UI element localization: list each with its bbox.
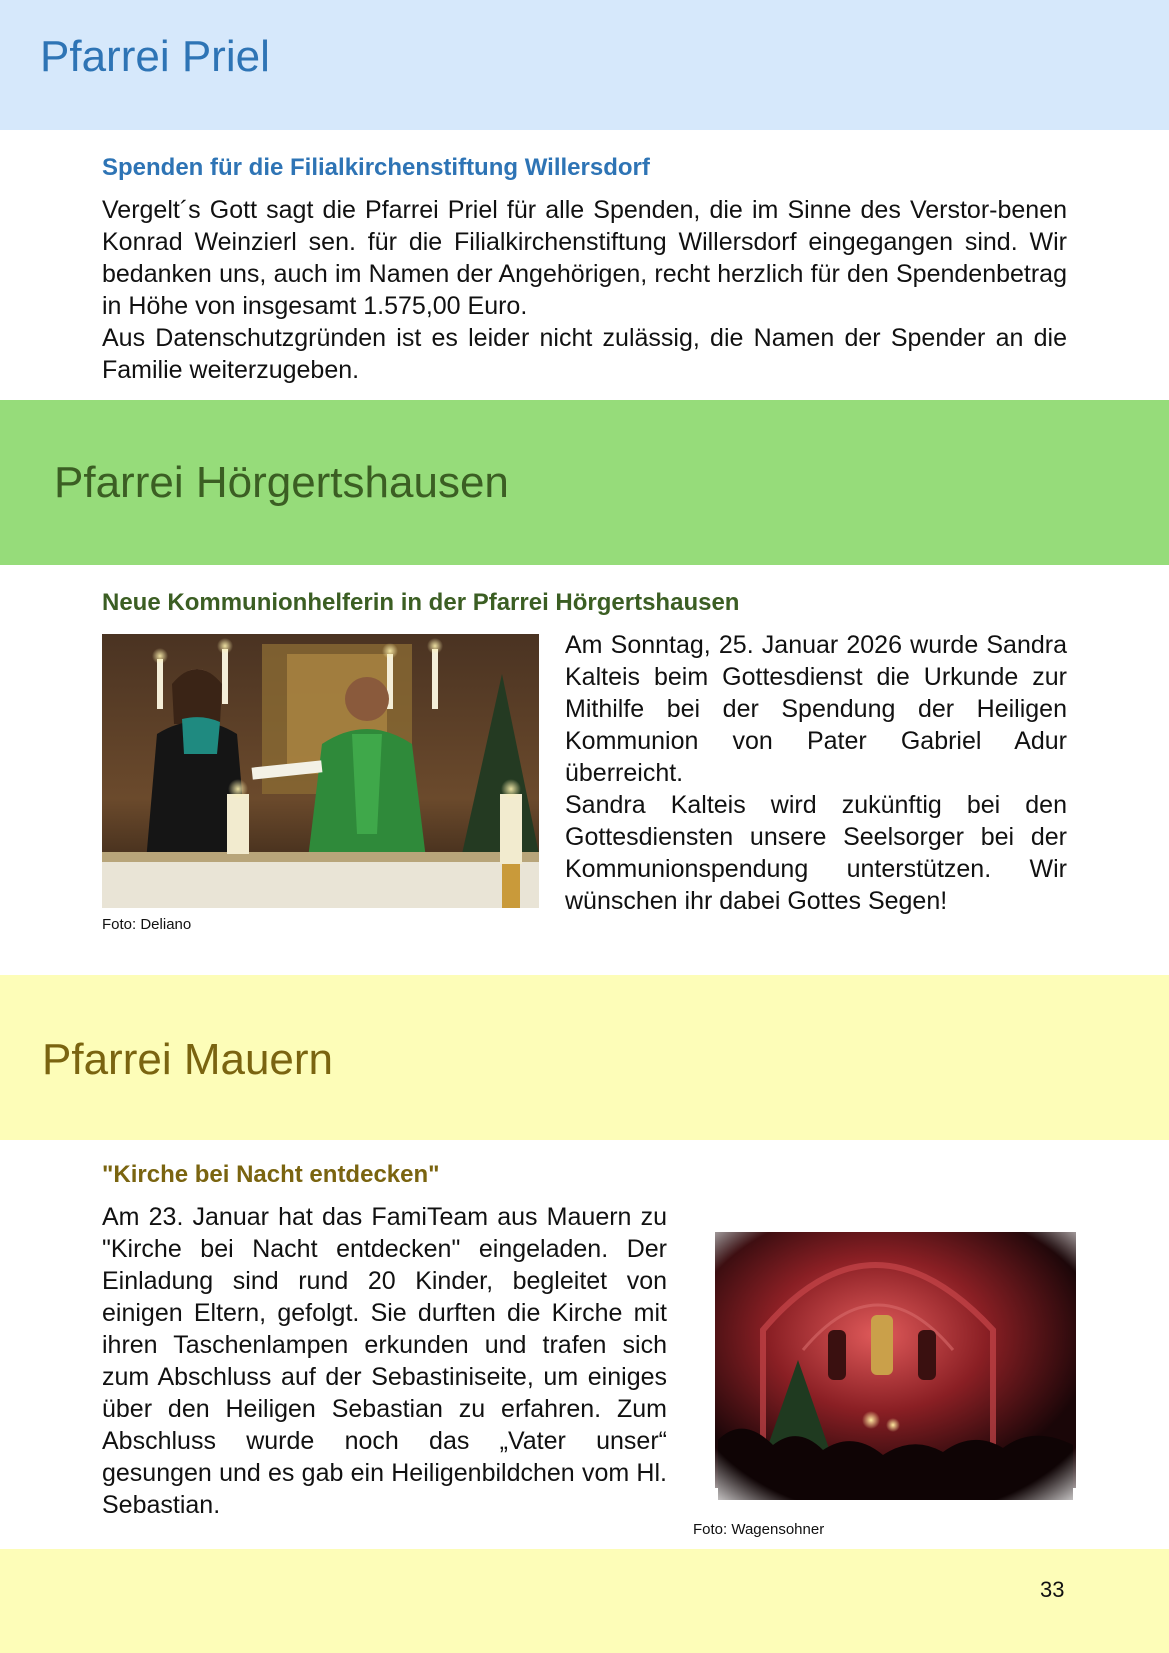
hoergertshausen-band-title: Pfarrei Hörgertshausen (54, 458, 509, 507)
hoergertshausen-body-text (565, 629, 1067, 917)
mauern-band-title: Pfarrei Mauern (42, 1035, 334, 1084)
mauern-body-text (102, 1201, 667, 1521)
hoergertshausen-paragraph-2: Sandra Kalteis wird zukünftig bei den Gottesdiensten unsere Seelsorger bei der Kommunionspendung unterstützen. Wir wünschen ihr dabei Gottes Segen! (565, 791, 1067, 915)
church-night-photo-caption: Foto: Wagensohner (693, 1521, 825, 1538)
footer-band (0, 1549, 1169, 1653)
priel-paragraph-2: Aus Datenschutzgründen ist es leider nicht zulässig, die Namen der Spender an die Familie weiterzugeben. (102, 324, 1067, 384)
priel-section-title: Spenden für die Filialkirchenstiftung Willersdorf (102, 154, 650, 181)
kommunion-photo-caption: Foto: Deliano (102, 916, 192, 933)
hoergertshausen-paragraph-1: Am Sonntag, 25. Januar 2026 wurde Sandra Kalteis beim Gottesdienst die Urkunde zur Mithilfe bei der Spendung der Heiligen Kommunion von Pater Gabriel Adur überreicht. (565, 631, 1067, 787)
mauern-section-title: "Kirche bei Nacht entdecken" (102, 1161, 440, 1188)
hoergertshausen-header-band (0, 400, 1169, 565)
page-number: 33 (1040, 1577, 1065, 1602)
church-night-photo (703, 1220, 1088, 1500)
kommunion-photo (102, 634, 539, 908)
priel-body-text (102, 194, 1067, 386)
priel-paragraph-1: Vergelt´s Gott sagt die Pfarrei Priel für alle Spenden, die im Sinne des Verstor-benen Konrad Weinzierl sen. für die Filialkirchenstiftung Willersdorf eingegangen sind. Wir bedanken uns, auch im Namen der Angehörigen, recht herzlich für den Spendenbetrag in Höhe von insgesamt 1.575,00 Euro. (102, 196, 1067, 320)
mauern-paragraph: Am 23. Januar hat das FamiTeam aus Mauern zu "Kirche bei Nacht entdecken" eingeladen. Der Einladung sind rund 20 Kinder, begleitet von einigen Eltern, gefolgt. Sie durften die Kirche mit ihren Taschenlampen erkunden und trafen sich zum Abschluss auf der Sebastiniseite, um einiges über den Heiligen Sebastian zu erfahren. Zum Abschluss wurde noch das „Vater unser“ gesungen und es gab ein Heiligenbildchen vom Hl. Sebastian. (102, 1203, 667, 1519)
priel-header-band (0, 0, 1169, 130)
priel-band-title: Pfarrei Priel (40, 32, 270, 81)
mauern-header-band (0, 975, 1169, 1140)
hoergertshausen-section-title: Neue Kommunionhelferin in der Pfarrei Hörgertshausen (102, 589, 740, 616)
